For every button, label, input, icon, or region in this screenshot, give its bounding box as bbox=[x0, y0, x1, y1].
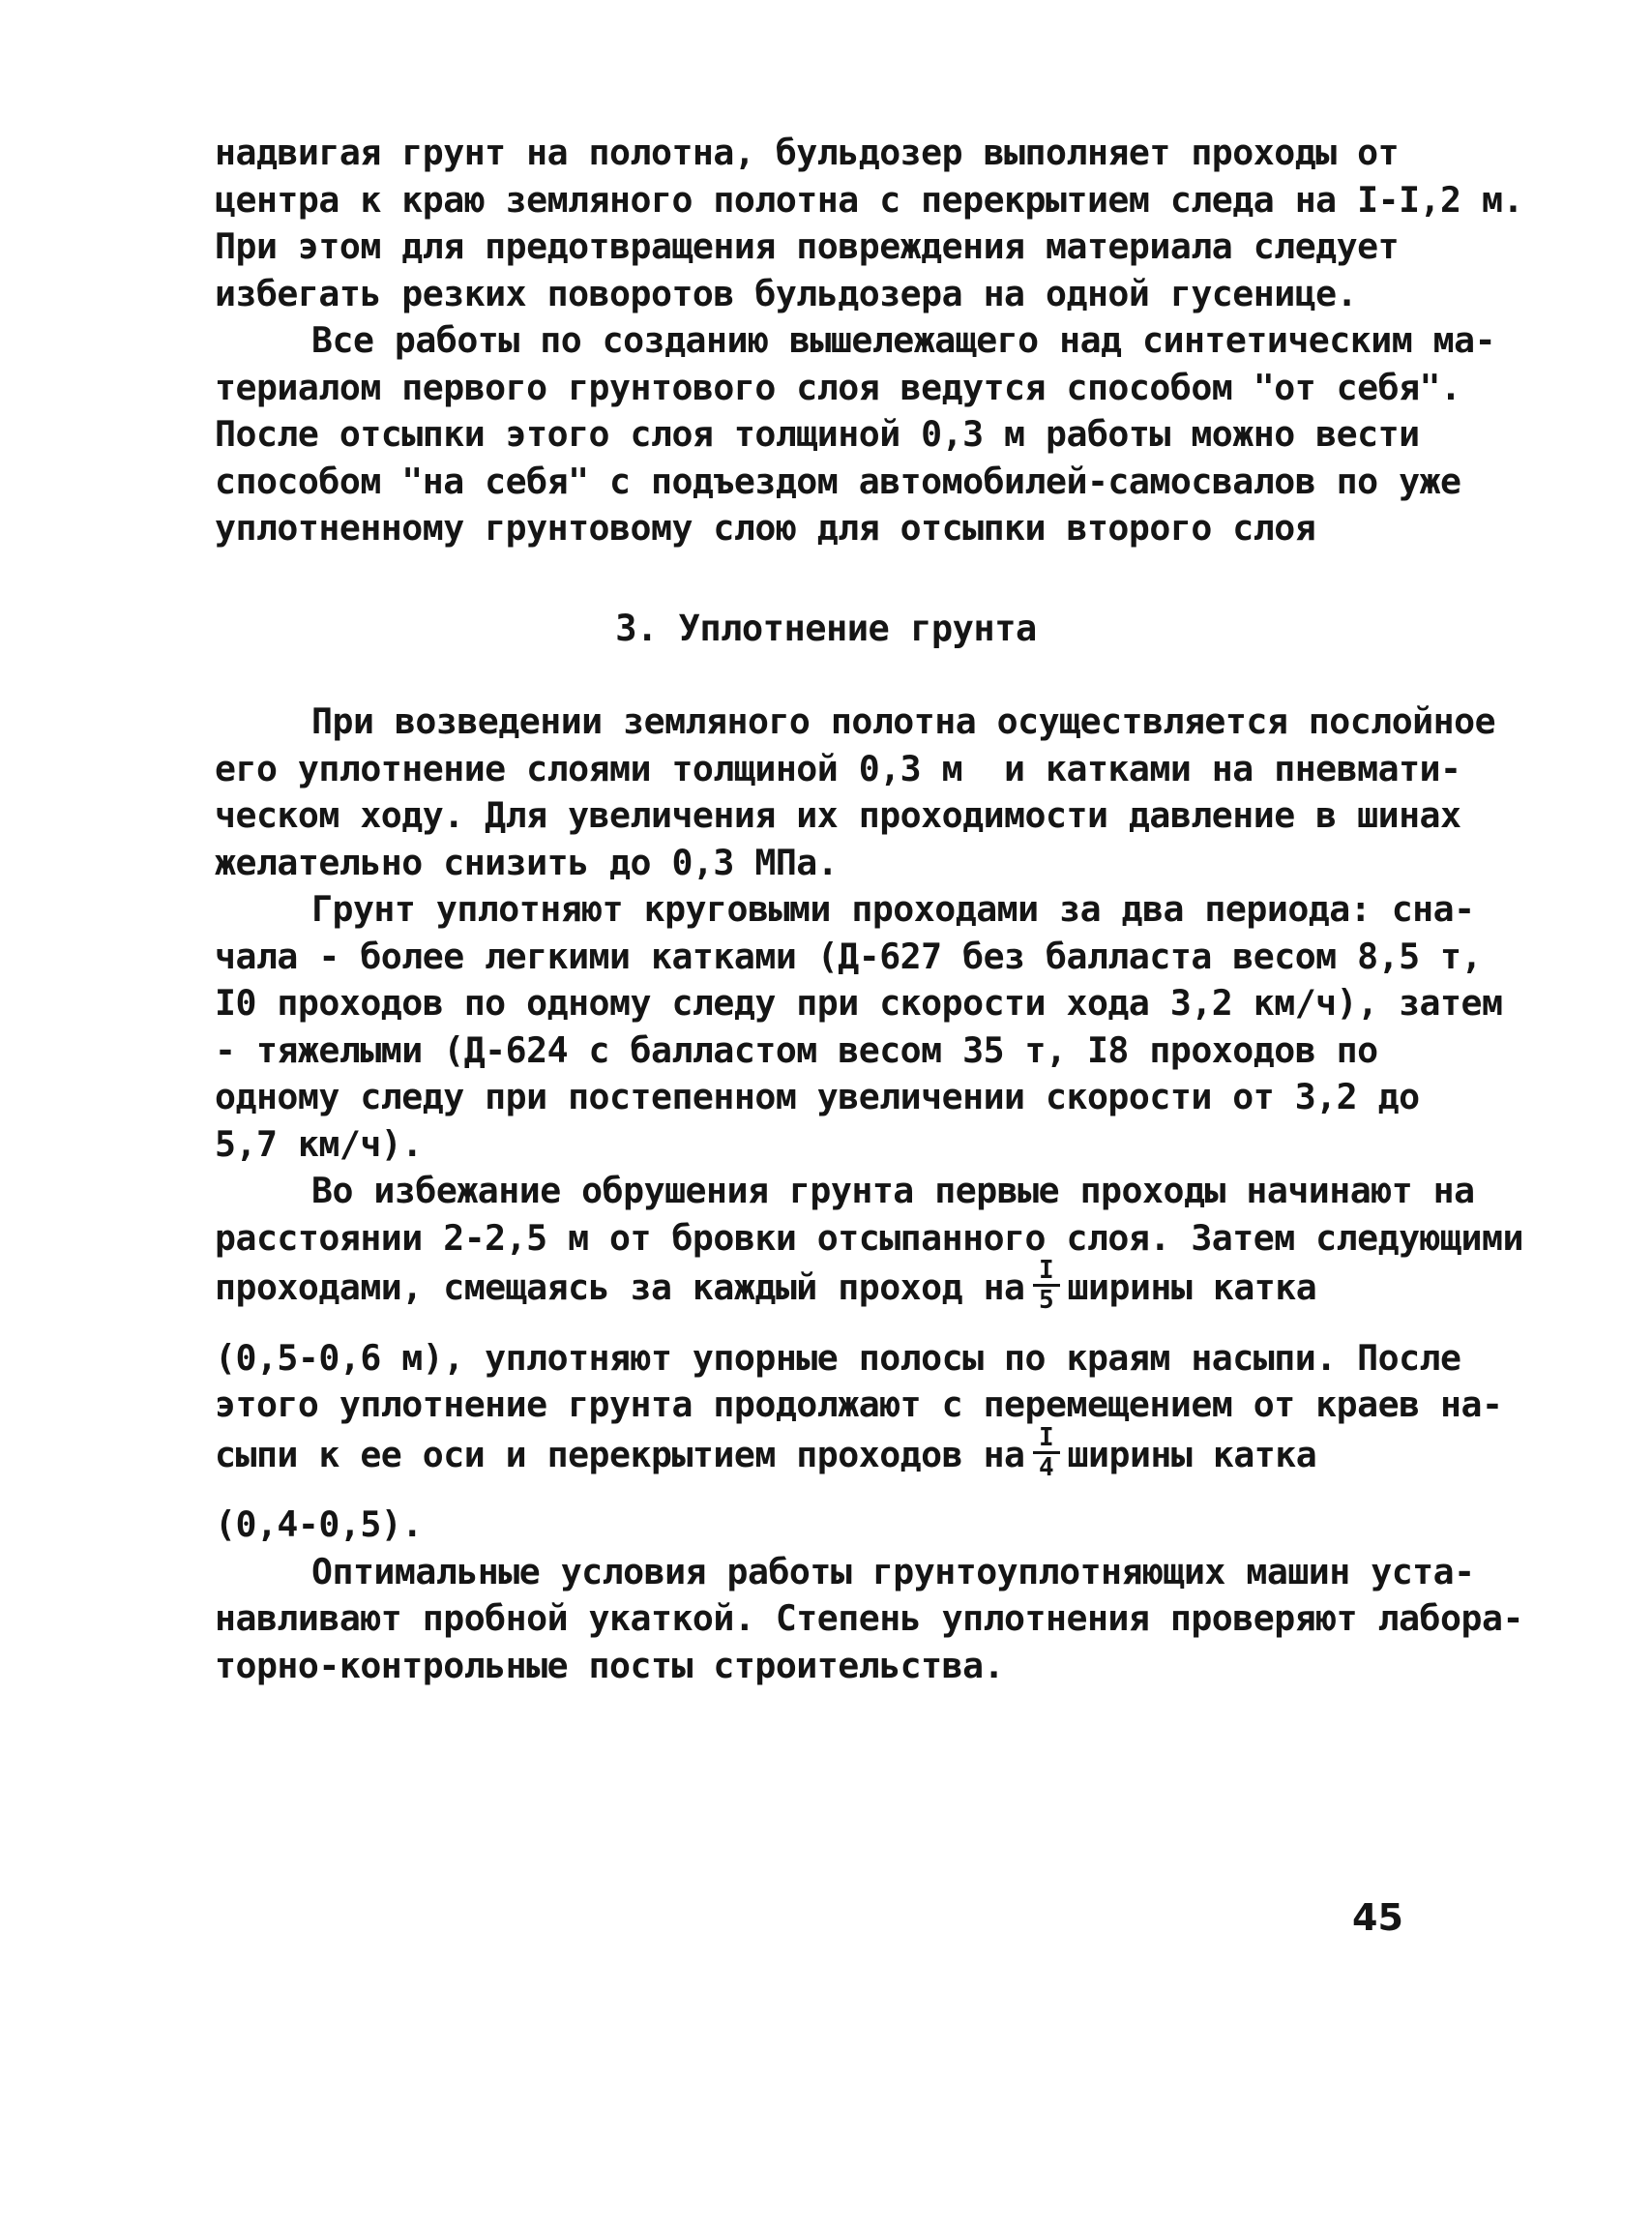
fraction-numerator: I bbox=[1033, 1425, 1060, 1454]
paragraph-line: При этом для предотвращения повреждения материала следует bbox=[215, 225, 1400, 267]
paragraph-line: При возведении земляного полотна осуществляется послойное bbox=[311, 700, 1496, 742]
paragraph-line: (0,4-0,5). bbox=[215, 1503, 423, 1545]
fraction-one-quarter bbox=[1033, 1422, 1060, 1482]
paragraph-line: Все работы по созданию вышележащего над синтетическим ма- bbox=[311, 319, 1496, 361]
main-text-block bbox=[215, 699, 1523, 1689]
line-text: проходами, смещаясь за каждый проход на bbox=[215, 1266, 1025, 1308]
paragraph-line: Во избежание обрушения грунта первые проходы начинают на bbox=[311, 1170, 1475, 1211]
top-text-block bbox=[215, 130, 1523, 552]
fraction-denominator: 4 bbox=[1038, 1452, 1054, 1482]
fraction-numerator: I bbox=[1033, 1258, 1060, 1287]
fraction-one-fifth bbox=[1033, 1258, 1060, 1313]
spacer bbox=[215, 1309, 1462, 1335]
paragraph-line: центра к краю земляного полотна с перекрытием следа на I-I,2 м. bbox=[215, 178, 1523, 221]
paragraph-line: уплотненному грунтовому слою для отсыпки второго слоя bbox=[215, 507, 1316, 549]
page-number: 45 bbox=[1352, 1896, 1403, 1939]
paragraph-line-with-fraction bbox=[215, 1256, 1462, 1315]
line-text: ширины катка bbox=[1067, 1433, 1317, 1475]
paragraph-line: желательно снизить до 0,3 МПа. bbox=[215, 841, 839, 883]
section-heading: 3. Уплотнение грунта bbox=[615, 608, 1037, 649]
paragraph-line: одному следу при постепенном увеличении скорости от 3,2 до bbox=[215, 1076, 1420, 1117]
paragraph-line: торно-контрольные посты строительства. bbox=[215, 1644, 1005, 1686]
paragraph-line: I0 проходов по одному следу при скорости хода 3,2 км/ч), затем bbox=[215, 982, 1503, 1024]
paragraph-line: (0,5-0,6 м), уплотняют упорные полосы по краям насыпи. После bbox=[215, 1336, 1461, 1379]
paragraph-line: избегать резких поворотов бульдозера на одной гусенице. bbox=[215, 272, 1358, 314]
paragraph-line: чала - более легкими катками (Д-627 без балласта весом 8,5 т, bbox=[215, 935, 1482, 977]
paragraph-line-with-fraction bbox=[215, 1422, 1462, 1482]
paragraph-line: 5,7 км/ч). bbox=[215, 1122, 423, 1165]
paragraph-line: расстоянии 2-2,5 м от бровки отсыпанного слоя. Затем следующими bbox=[215, 1216, 1523, 1259]
line-text: ширины катка bbox=[1067, 1266, 1317, 1308]
paragraph-line: этого уплотнение грунта продолжают с перемещением от краев на- bbox=[215, 1383, 1503, 1425]
paragraph-line: териалом первого грунтового слоя ведутся способом "от себя". bbox=[215, 366, 1461, 408]
fraction-denominator: 5 bbox=[1038, 1286, 1054, 1315]
paragraph-line: надвигая грунт на полотна, бульдозер выполняет проходы от bbox=[215, 132, 1400, 173]
paragraph-line: После отсыпки этого слоя толщиной 0,3 м работы можно вести bbox=[215, 413, 1420, 455]
paragraph-line: - тяжелыми (Д-624 с балластом весом 35 т, I8 проходов по bbox=[215, 1028, 1378, 1071]
paragraph-line: способом "на себя" с подъездом автомобилей-самосвалов по уже bbox=[215, 460, 1461, 502]
spacer bbox=[215, 1475, 1462, 1502]
paragraph-line: Оптимальные условия работы грунтоуплотняющих машин уста- bbox=[311, 1550, 1475, 1592]
line-text: сыпи к ее оси и перекрытием проходов на bbox=[215, 1433, 1025, 1475]
paragraph-line: его уплотнение слоями толщиной 0,3 м и катками на пневмати- bbox=[215, 747, 1461, 789]
paragraph-line: ческом ходу. Для увеличения их проходимости давление в шинах bbox=[215, 794, 1461, 836]
paragraph-line: навливают пробной укаткой. Степень уплотнения проверяют лабора- bbox=[215, 1597, 1523, 1639]
paragraph-line: Грунт уплотняют круговыми проходами за два периода: сна- bbox=[311, 888, 1475, 930]
